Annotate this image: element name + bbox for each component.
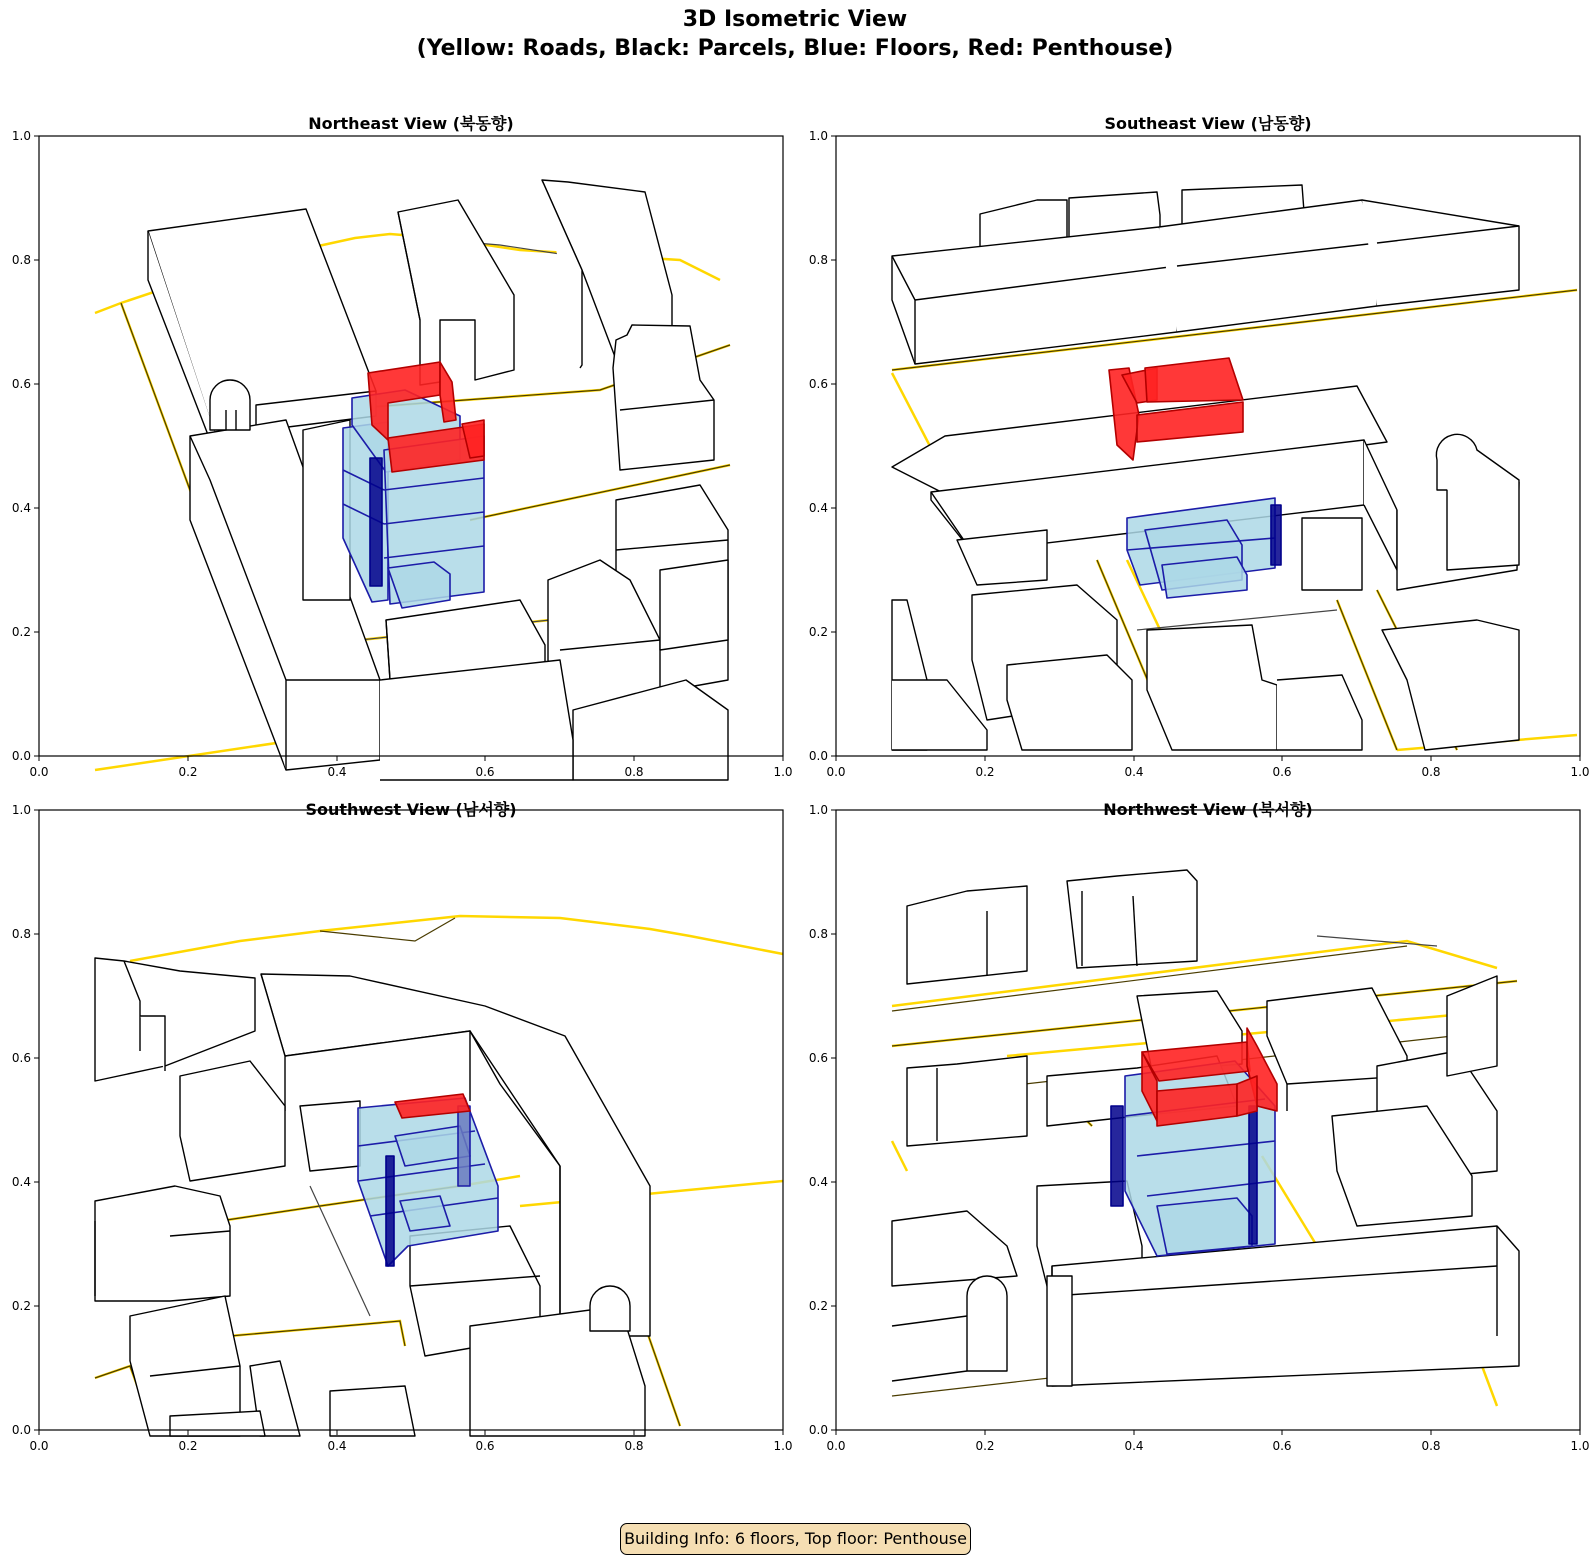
southwest-view-plot — [0, 803, 795, 1486]
y-tick-label: 0.2 — [11, 625, 31, 639]
x-tick-label: 0.4 — [327, 1439, 347, 1453]
floors-layer — [343, 390, 484, 608]
x-tick-label: 0.8 — [1421, 1439, 1441, 1453]
figure-title-line1: 3D Isometric View — [682, 7, 908, 32]
x-tick-label: 0.8 — [1421, 765, 1441, 779]
y-tick-label: 0.2 — [808, 1299, 828, 1313]
x-tick-label: 1.0 — [1570, 1439, 1590, 1453]
panel-title-southwest: Southwest View (남서향) — [305, 800, 517, 819]
x-tick-label: 0.4 — [327, 765, 347, 779]
x-tick-label: 0.4 — [1124, 765, 1144, 779]
x-tick-labels — [826, 765, 1589, 779]
y-tick-label: 0.6 — [11, 377, 31, 391]
y-tick-label: 0.6 — [808, 377, 828, 391]
y-tick-label: 0.8 — [808, 927, 828, 941]
y-tick-label: 0.6 — [11, 1051, 31, 1065]
y-ticks — [34, 810, 39, 1430]
panel-title-northwest: Northwest View (북서향) — [1103, 800, 1313, 819]
panel-title-southeast: Southeast View (남동향) — [1104, 114, 1312, 133]
x-tick-label: 0.2 — [975, 1439, 995, 1453]
y-tick-label: 0.0 — [11, 1423, 31, 1437]
y-tick-label: 0.0 — [11, 749, 31, 763]
northwest-view-plot — [797, 803, 1590, 1486]
x-tick-label: 0.2 — [178, 1439, 198, 1453]
panel-southeast — [797, 120, 1590, 800]
y-ticks — [831, 136, 836, 756]
y-tick-label: 0.6 — [808, 1051, 828, 1065]
x-tick-label: 0.0 — [826, 765, 846, 779]
y-tick-label: 0.8 — [11, 253, 31, 267]
x-tick-label: 0.8 — [624, 1439, 644, 1453]
panel-title-northeast: Northeast View (북동향) — [308, 114, 514, 133]
y-tick-labels — [12, 803, 31, 1437]
y-tick-label: 0.4 — [808, 501, 828, 515]
x-tick-label: 0.0 — [826, 1439, 846, 1453]
y-tick-label: 1.0 — [11, 129, 31, 143]
x-tick-labels — [826, 1439, 1589, 1453]
x-tick-labels — [29, 1439, 792, 1453]
y-tick-label: 0.0 — [808, 749, 828, 763]
y-tick-label: 1.0 — [808, 803, 828, 817]
northeast-view-plot — [0, 120, 795, 800]
panel-northeast — [0, 120, 795, 800]
x-tick-label: 0.2 — [975, 765, 995, 779]
building-info-box: Building Info: 6 floors, Top floor: Penthouse — [620, 1523, 971, 1555]
x-tick-label: 0.0 — [29, 765, 49, 779]
x-tick-label: 0.6 — [475, 765, 495, 779]
x-tick-label: 0.0 — [29, 1439, 49, 1453]
x-tick-label: 0.8 — [624, 765, 644, 779]
x-tick-label: 0.6 — [1272, 765, 1292, 779]
x-tick-label: 0.4 — [1124, 1439, 1144, 1453]
x-tick-label: 1.0 — [773, 1439, 793, 1453]
y-tick-label: 0.8 — [808, 253, 828, 267]
context-buildings — [892, 185, 1519, 750]
y-tick-label: 0.4 — [11, 501, 31, 515]
panel-northwest — [797, 803, 1590, 1486]
x-tick-label: 0.6 — [1272, 1439, 1292, 1453]
y-tick-label: 0.2 — [808, 625, 828, 639]
y-tick-label: 1.0 — [808, 129, 828, 143]
southeast-view-plot — [797, 120, 1590, 800]
y-tick-label: 0.2 — [11, 1299, 31, 1313]
y-tick-labels — [809, 129, 828, 763]
y-tick-label: 0.4 — [11, 1175, 31, 1189]
panel-southwest — [0, 803, 795, 1486]
y-ticks — [34, 136, 39, 756]
x-tick-label: 0.6 — [475, 1439, 495, 1453]
y-tick-label: 1.0 — [11, 803, 31, 817]
y-tick-label: 0.0 — [808, 1423, 828, 1437]
y-tick-labels — [809, 803, 828, 1437]
x-tick-label: 1.0 — [773, 765, 793, 779]
x-ticks — [836, 1430, 1580, 1435]
x-tick-label: 0.2 — [178, 765, 198, 779]
x-ticks — [836, 756, 1580, 761]
figure-title — [0, 5, 1590, 63]
y-tick-label: 0.8 — [11, 927, 31, 941]
y-tick-labels — [12, 129, 31, 763]
figure-title-line2: (Yellow: Roads, Black: Parcels, Blue: Floors, Red: Penthouse) — [416, 36, 1174, 61]
y-tick-label: 0.4 — [808, 1175, 828, 1189]
y-ticks — [831, 810, 836, 1430]
x-tick-label: 1.0 — [1570, 765, 1590, 779]
